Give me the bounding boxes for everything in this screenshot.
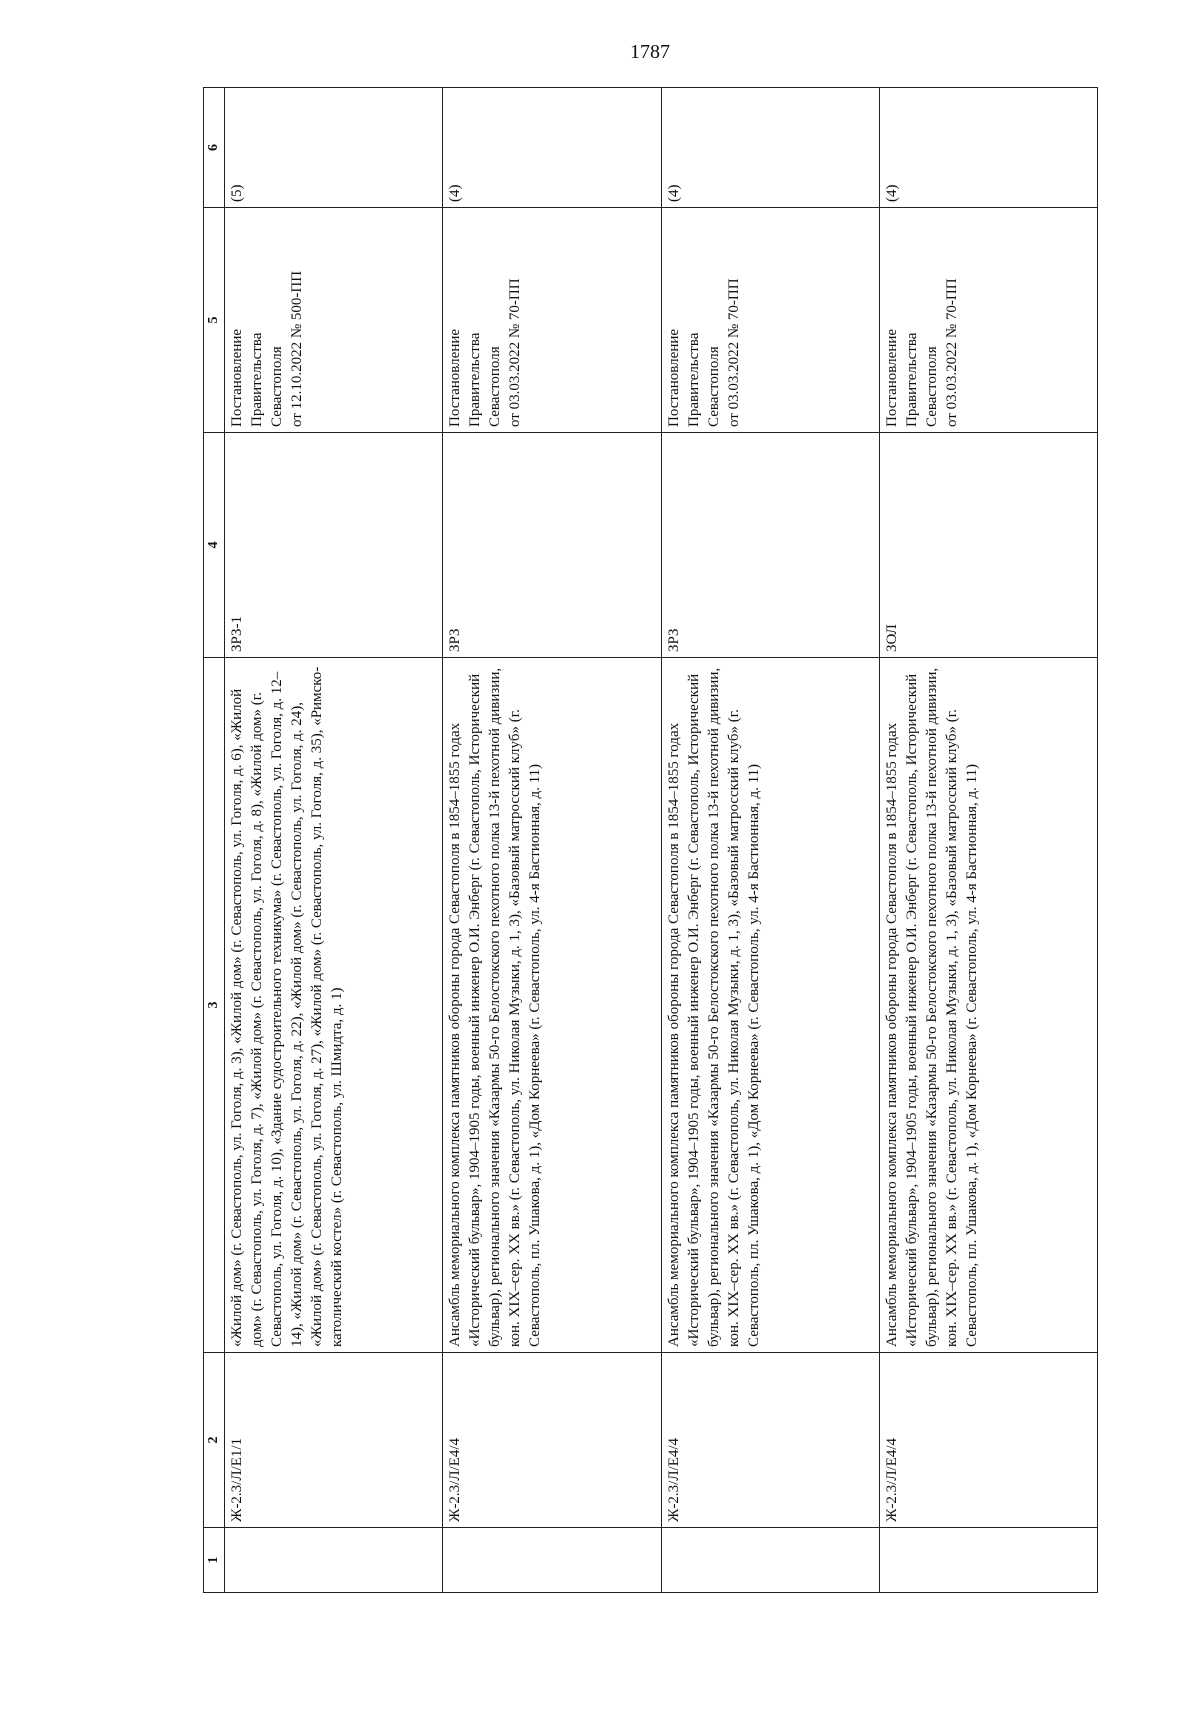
header-col-4: 4: [204, 433, 225, 658]
header-col-5: 5: [204, 208, 225, 433]
cell-note: (4): [879, 88, 1097, 208]
header-row: [204, 88, 225, 1593]
cell-note: (4): [661, 88, 879, 208]
cell-zone: ЗРЗ-1: [225, 433, 443, 658]
cell-document: Постановление Правительства Севастополя от 03.03.2022 № 70-ПП: [443, 208, 661, 433]
cell-objects: Ансамбль мемориального комплекса памятников обороны города Севастополя в 1854–1855 годах «Исторический бульвар», 1904–1905 годы, военный инженер О.И. Энберг (г. Севастополь, Исторический бульвар), регионального значения «Казармы 50-го Белостокского пехотного полка 13-й пехотной дивизии, кон. XIX–сер. XX вв.» (г. Севастополь, ул. Николая Музыки, д. 1, 3), «Базовый матросский клуб» (г. Севастополь, пл. Ушакова, д. 1), «Дом Корнеева» (г. Севастополь, ул. 4-я Бастионная, д. 11): [879, 658, 1097, 1353]
cell-document: Постановление Правительства Севастополя от 03.03.2022 № 70-ПП: [879, 208, 1097, 433]
page-number: 1787: [630, 41, 670, 63]
header-col-6: 6: [204, 88, 225, 208]
registry-table: [203, 87, 1098, 1593]
cell-document: Постановление Правительства Севастополя от 12.10.2022 № 500-ПП: [225, 208, 443, 433]
cell-code: Ж-2.3/Л/Е4/4: [661, 1353, 879, 1528]
cell-code: Ж-2.3/Л/Е4/4: [879, 1353, 1097, 1528]
rotated-table-frame: [203, 88, 1098, 1593]
table-row: [225, 88, 443, 1593]
cell-code: Ж-2.3/Л/Е4/4: [443, 1353, 661, 1528]
cell-document: Постановление Правительства Севастополя от 03.03.2022 № 70-ПП: [661, 208, 879, 433]
cell-objects: «Жилой дом» (г. Севастополь, ул. Гоголя, д. 3), «Жилой дом» (г. Севастополь, ул. Гоголя, д. 6), «Жилой дом» (г. Севастополь, ул. Гоголя, д. 7), «Жилой дом» (г. Севастополь, ул. Гоголя, д. 8), «Жилой дом» (г. Севастополь, ул. Гоголя, д. 10), «Здание судостроительного техникума» (г. Севастополь, ул. Гоголя, д. 12–14), «Жилой дом» (г. Севастополь, ул. Гоголя, д. 22), «Жилой дом» (г. Севастополь, ул. Гоголя, д. 24), «Жилой дом» (г. Севастополь, ул. Гоголя, д. 27), «Жилой дом» (г. Севастополь, ул. Гоголя, д. 35), «Римско-католический костел» (г. Севастополь, ул. Шмидта, д. 1): [225, 658, 443, 1353]
cell-zone: ЗРЗ: [661, 433, 879, 658]
cell-col1: [879, 1528, 1097, 1593]
cell-col1: [225, 1528, 443, 1593]
table-row: [661, 88, 879, 1593]
cell-zone: ЗОЛ: [879, 433, 1097, 658]
header-col-3: 3: [204, 658, 225, 1353]
header-col-2: 2: [204, 1353, 225, 1528]
cell-code: Ж-2.3/Л/Е1/1: [225, 1353, 443, 1528]
cell-col1: [661, 1528, 879, 1593]
table-row: [443, 88, 661, 1593]
cell-objects: Ансамбль мемориального комплекса памятников обороны города Севастополя в 1854–1855 годах «Исторический бульвар», 1904–1905 годы, военный инженер О.И. Энберг (г. Севастополь, Исторический бульвар), регионального значения «Казармы 50-го Белостокского пехотного полка 13-й пехотной дивизии, кон. XIX–сер. XX вв.» (г. Севастополь, ул. Николая Музыки, д. 1, 3), «Базовый матросский клуб» (г. Севастополь, пл. Ушакова, д. 1), «Дом Корнеева» (г. Севастополь, ул. 4-я Бастионная, д. 11): [443, 658, 661, 1353]
cell-col1: [443, 1528, 661, 1593]
cell-note: (4): [443, 88, 661, 208]
cell-note: (5): [225, 88, 443, 208]
table-row: [879, 88, 1097, 1593]
cell-objects: Ансамбль мемориального комплекса памятников обороны города Севастополя в 1854–1855 годах «Исторический бульвар», 1904–1905 годы, военный инженер О.И. Энберг (г. Севастополь, Исторический бульвар), регионального значения «Казармы 50-го Белостокского пехотного полка 13-й пехотной дивизии, кон. XIX–сер. XX вв.» (г. Севастополь, ул. Николая Музыки, д. 1, 3), «Базовый матросский клуб» (г. Севастополь, пл. Ушакова, д. 1), «Дом Корнеева» (г. Севастополь, ул. 4-я Бастионная, д. 11): [661, 658, 879, 1353]
header-col-1: 1: [204, 1528, 225, 1593]
cell-zone: ЗРЗ: [443, 433, 661, 658]
